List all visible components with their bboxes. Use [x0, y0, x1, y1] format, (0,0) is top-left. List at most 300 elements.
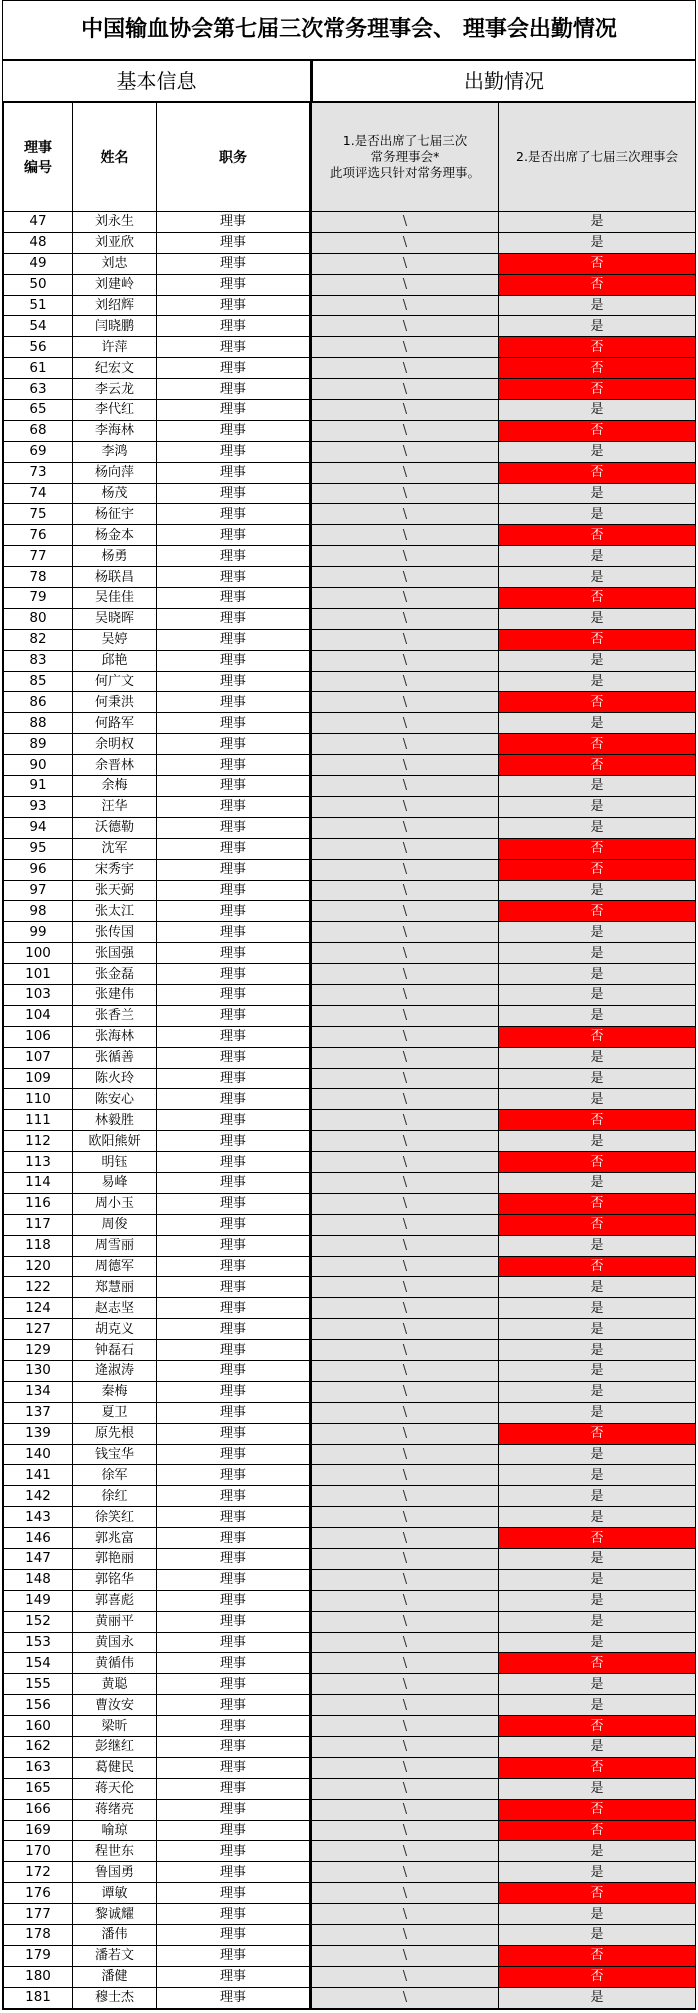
cell-q2: 是 — [499, 567, 696, 588]
cell-role: 理事 — [157, 1569, 311, 1590]
cell-q1: \ — [311, 1820, 499, 1841]
cell-id: 181 — [4, 1987, 73, 2008]
cell-q1: \ — [311, 1193, 499, 1214]
table-row — [4, 504, 696, 525]
cell-id: 78 — [4, 567, 73, 588]
cell-q1: \ — [311, 504, 499, 525]
cell-role: 理事 — [157, 859, 311, 880]
cell-q1: \ — [311, 1528, 499, 1549]
cell-q1: \ — [311, 1047, 499, 1068]
cell-q1: \ — [311, 1360, 499, 1381]
table-row — [4, 1716, 696, 1737]
cell-name: 徐笑红 — [73, 1507, 157, 1528]
cell-q2: 是 — [499, 1695, 696, 1716]
cell-q1: \ — [311, 1277, 499, 1298]
table-row — [4, 1569, 696, 1590]
cell-q1: \ — [311, 1716, 499, 1737]
cell-q1: \ — [311, 1110, 499, 1131]
cell-role: 理事 — [157, 1925, 311, 1946]
cell-id: 170 — [4, 1841, 73, 1862]
table-row — [4, 1465, 696, 1486]
table-row — [4, 316, 696, 337]
cell-q2: 是 — [499, 880, 696, 901]
cell-name: 陈火玲 — [73, 1068, 157, 1089]
table-row — [4, 1068, 696, 1089]
cell-role: 理事 — [157, 441, 311, 462]
table-row — [4, 379, 696, 400]
cell-id: 51 — [4, 295, 73, 316]
cell-q2: 否 — [499, 1193, 696, 1214]
cell-name: 程世东 — [73, 1841, 157, 1862]
cell-role: 理事 — [157, 1549, 311, 1570]
cell-q2: 是 — [499, 650, 696, 671]
cell-name: 刘建岭 — [73, 274, 157, 295]
cell-role: 理事 — [157, 253, 311, 274]
table-row — [4, 1172, 696, 1193]
cell-q1: \ — [311, 1590, 499, 1611]
cell-role: 理事 — [157, 483, 311, 504]
cell-name: 吴晓晖 — [73, 608, 157, 629]
cell-q2: 是 — [499, 796, 696, 817]
attendance-table — [3, 102, 696, 2009]
table-row — [4, 1319, 696, 1340]
cell-role: 理事 — [157, 1068, 311, 1089]
table-row — [4, 274, 696, 295]
cell-id: 95 — [4, 838, 73, 859]
cell-role: 理事 — [157, 462, 311, 483]
cell-q1: \ — [311, 943, 499, 964]
cell-q1: \ — [311, 1402, 499, 1423]
cell-id: 63 — [4, 379, 73, 400]
cell-role: 理事 — [157, 1841, 311, 1862]
cell-name: 欧阳熊妍 — [73, 1131, 157, 1152]
cell-role: 理事 — [157, 567, 311, 588]
cell-q2: 是 — [499, 546, 696, 567]
cell-q2: 是 — [499, 1674, 696, 1695]
cell-role: 理事 — [157, 1026, 311, 1047]
cell-name: 明钰 — [73, 1152, 157, 1173]
cell-id: 94 — [4, 817, 73, 838]
cell-name: 沃德勒 — [73, 817, 157, 838]
table-row — [4, 441, 696, 462]
cell-role: 理事 — [157, 1674, 311, 1695]
cell-q1: \ — [311, 1966, 499, 1987]
cell-id: 120 — [4, 1256, 73, 1277]
cell-id: 109 — [4, 1068, 73, 1089]
cell-q2: 是 — [499, 1131, 696, 1152]
cell-q2: 是 — [499, 1987, 696, 2008]
cell-q1: \ — [311, 1549, 499, 1570]
cell-q2: 是 — [499, 1904, 696, 1925]
cell-name: 潘若文 — [73, 1945, 157, 1966]
cell-role: 理事 — [157, 880, 311, 901]
cell-id: 155 — [4, 1674, 73, 1695]
cell-q2: 否 — [499, 1799, 696, 1820]
cell-q2: 是 — [499, 1549, 696, 1570]
cell-q2: 否 — [499, 629, 696, 650]
table-row — [4, 1277, 696, 1298]
cell-q2: 是 — [499, 1778, 696, 1799]
cell-name: 周俊 — [73, 1214, 157, 1235]
cell-q1: \ — [311, 1507, 499, 1528]
cell-q2: 否 — [499, 1110, 696, 1131]
cell-name: 何路军 — [73, 713, 157, 734]
cell-name: 陈安心 — [73, 1089, 157, 1110]
cell-id: 49 — [4, 253, 73, 274]
table-row — [4, 1590, 696, 1611]
cell-name: 杨向萍 — [73, 462, 157, 483]
cell-name: 周小玉 — [73, 1193, 157, 1214]
cell-name: 杨勇 — [73, 546, 157, 567]
cell-q2: 否 — [499, 1256, 696, 1277]
table-row — [4, 608, 696, 629]
cell-q1: \ — [311, 441, 499, 462]
cell-role: 理事 — [157, 1423, 311, 1444]
cell-name: 周雪丽 — [73, 1235, 157, 1256]
cell-q2: 是 — [499, 232, 696, 253]
cell-role: 理事 — [157, 337, 311, 358]
cell-q2: 否 — [499, 692, 696, 713]
cell-id: 156 — [4, 1695, 73, 1716]
cell-name: 杨茂 — [73, 483, 157, 504]
cell-role: 理事 — [157, 379, 311, 400]
cell-role: 理事 — [157, 1653, 311, 1674]
cell-q2: 是 — [499, 1862, 696, 1883]
cell-id: 91 — [4, 776, 73, 797]
table-row — [4, 1256, 696, 1277]
cell-name: 何广文 — [73, 671, 157, 692]
table-row — [4, 1152, 696, 1173]
cell-id: 99 — [4, 922, 73, 943]
cell-role: 理事 — [157, 420, 311, 441]
cell-name: 喻琼 — [73, 1820, 157, 1841]
cell-name: 余明权 — [73, 734, 157, 755]
cell-name: 林毅胜 — [73, 1110, 157, 1131]
cell-q1: \ — [311, 525, 499, 546]
cell-id: 139 — [4, 1423, 73, 1444]
cell-q1: \ — [311, 337, 499, 358]
cell-q2: 是 — [499, 817, 696, 838]
cell-q1: \ — [311, 1319, 499, 1340]
cell-name: 张传国 — [73, 922, 157, 943]
cell-id: 122 — [4, 1277, 73, 1298]
cell-q1: \ — [311, 1423, 499, 1444]
cell-role: 理事 — [157, 1862, 311, 1883]
cell-role: 理事 — [157, 1716, 311, 1737]
cell-id: 114 — [4, 1172, 73, 1193]
cell-q1: \ — [311, 1904, 499, 1925]
cell-q1: \ — [311, 232, 499, 253]
cell-q2: 是 — [499, 212, 696, 233]
cell-name: 梁昕 — [73, 1716, 157, 1737]
cell-role: 理事 — [157, 1214, 311, 1235]
cell-q1: \ — [311, 400, 499, 421]
cell-role: 理事 — [157, 1507, 311, 1528]
cell-role: 理事 — [157, 671, 311, 692]
cell-role: 理事 — [157, 274, 311, 295]
cell-q1: \ — [311, 1214, 499, 1235]
table-row — [4, 253, 696, 274]
group-attendance: 出勤情况 — [310, 61, 695, 101]
cell-q1: \ — [311, 964, 499, 985]
cell-name: 葛健民 — [73, 1757, 157, 1778]
cell-name: 刘绍辉 — [73, 295, 157, 316]
cell-id: 110 — [4, 1089, 73, 1110]
cell-id: 134 — [4, 1381, 73, 1402]
table-row — [4, 964, 696, 985]
table-row — [4, 295, 696, 316]
cell-role: 理事 — [157, 1110, 311, 1131]
cell-q2: 是 — [499, 1841, 696, 1862]
table-row — [4, 1131, 696, 1152]
cell-q1: \ — [311, 1444, 499, 1465]
cell-name: 刘永生 — [73, 212, 157, 233]
group-basic-info: 基本信息 — [116, 69, 197, 93]
cell-name: 张国强 — [73, 943, 157, 964]
table-row — [4, 1193, 696, 1214]
cell-q2: 是 — [499, 1047, 696, 1068]
cell-id: 116 — [4, 1193, 73, 1214]
cell-id: 97 — [4, 880, 73, 901]
cell-id: 160 — [4, 1716, 73, 1737]
cell-id: 65 — [4, 400, 73, 421]
table-row — [4, 400, 696, 421]
cell-q1: \ — [311, 1695, 499, 1716]
cell-name: 郭艳丽 — [73, 1549, 157, 1570]
cell-id: 153 — [4, 1632, 73, 1653]
cell-q1: \ — [311, 692, 499, 713]
cell-id: 149 — [4, 1590, 73, 1611]
table-row — [4, 984, 696, 1005]
cell-q1: \ — [311, 901, 499, 922]
cell-role: 理事 — [157, 608, 311, 629]
cell-id: 96 — [4, 859, 73, 880]
cell-q2: 否 — [499, 1152, 696, 1173]
cell-id: 118 — [4, 1235, 73, 1256]
header-id-line1: 理事 — [24, 140, 52, 156]
cell-q2: 是 — [499, 922, 696, 943]
cell-role: 理事 — [157, 1047, 311, 1068]
cell-role: 理事 — [157, 713, 311, 734]
table-row — [4, 838, 696, 859]
cell-q2: 否 — [499, 1716, 696, 1737]
cell-q1: \ — [311, 588, 499, 609]
cell-role: 理事 — [157, 1590, 311, 1611]
table-row — [4, 1987, 696, 2008]
cell-name: 张香兰 — [73, 1005, 157, 1026]
cell-id: 154 — [4, 1653, 73, 1674]
table-row — [4, 650, 696, 671]
cell-name: 余梅 — [73, 776, 157, 797]
cell-q1: \ — [311, 1152, 499, 1173]
cell-id: 77 — [4, 546, 73, 567]
cell-id: 104 — [4, 1005, 73, 1026]
header-id-line2: 编号 — [24, 160, 52, 176]
cell-role: 理事 — [157, 1131, 311, 1152]
table-row — [4, 629, 696, 650]
cell-q1: \ — [311, 1757, 499, 1778]
cell-role: 理事 — [157, 1820, 311, 1841]
table-row — [4, 796, 696, 817]
cell-id: 142 — [4, 1486, 73, 1507]
cell-q1: \ — [311, 316, 499, 337]
cell-name: 赵志坚 — [73, 1298, 157, 1319]
cell-name: 邱艳 — [73, 650, 157, 671]
cell-id: 179 — [4, 1945, 73, 1966]
cell-q2: 是 — [499, 1005, 696, 1026]
cell-q2: 否 — [499, 1966, 696, 1987]
cell-name: 蒋绪亮 — [73, 1799, 157, 1820]
cell-q1: \ — [311, 1653, 499, 1674]
table-row — [4, 1507, 696, 1528]
cell-role: 理事 — [157, 1486, 311, 1507]
cell-q2: 是 — [499, 1340, 696, 1361]
cell-q2: 否 — [499, 253, 696, 274]
table-row — [4, 692, 696, 713]
cell-role: 理事 — [157, 1193, 311, 1214]
cell-name: 张天弼 — [73, 880, 157, 901]
cell-role: 理事 — [157, 734, 311, 755]
cell-q1: \ — [311, 483, 499, 504]
table-row — [4, 922, 696, 943]
cell-q2: 是 — [499, 295, 696, 316]
cell-name: 闫晓鹏 — [73, 316, 157, 337]
cell-id: 129 — [4, 1340, 73, 1361]
cell-q1: \ — [311, 1005, 499, 1026]
table-row — [4, 671, 696, 692]
cell-role: 理事 — [157, 212, 311, 233]
cell-id: 177 — [4, 1904, 73, 1925]
cell-id: 169 — [4, 1820, 73, 1841]
cell-q2: 是 — [499, 1569, 696, 1590]
cell-id: 90 — [4, 755, 73, 776]
cell-id: 180 — [4, 1966, 73, 1987]
cell-id: 68 — [4, 420, 73, 441]
cell-id: 106 — [4, 1026, 73, 1047]
cell-role: 理事 — [157, 1945, 311, 1966]
cell-q2: 否 — [499, 420, 696, 441]
cell-id: 79 — [4, 588, 73, 609]
cell-role: 理事 — [157, 692, 311, 713]
cell-name: 黄循伟 — [73, 1653, 157, 1674]
cell-q2: 是 — [499, 1632, 696, 1653]
table-body — [4, 212, 696, 2009]
cell-q2: 是 — [499, 1611, 696, 1632]
cell-role: 理事 — [157, 588, 311, 609]
table-row — [4, 1047, 696, 1068]
cell-q2: 是 — [499, 1277, 696, 1298]
cell-role: 理事 — [157, 1465, 311, 1486]
table-row — [4, 1695, 696, 1716]
header-name: 姓名 — [73, 103, 157, 212]
cell-name: 钱宝华 — [73, 1444, 157, 1465]
cell-q1: \ — [311, 295, 499, 316]
cell-role: 理事 — [157, 232, 311, 253]
cell-name: 黄国永 — [73, 1632, 157, 1653]
cell-role: 理事 — [157, 817, 311, 838]
cell-q2: 否 — [499, 859, 696, 880]
cell-q1: \ — [311, 1026, 499, 1047]
table-row — [4, 525, 696, 546]
table-row — [4, 880, 696, 901]
cell-id: 107 — [4, 1047, 73, 1068]
cell-q1: \ — [311, 379, 499, 400]
table-row — [4, 943, 696, 964]
cell-role: 理事 — [157, 1444, 311, 1465]
cell-id: 61 — [4, 358, 73, 379]
cell-id: 130 — [4, 1360, 73, 1381]
cell-q1: \ — [311, 1841, 499, 1862]
cell-q2: 是 — [499, 1486, 696, 1507]
table-row — [4, 567, 696, 588]
cell-id: 127 — [4, 1319, 73, 1340]
table-row — [4, 1235, 696, 1256]
cell-role: 理事 — [157, 358, 311, 379]
table-row — [4, 1549, 696, 1570]
table-header-row — [4, 103, 696, 212]
cell-q2: 是 — [499, 671, 696, 692]
table-row — [4, 1444, 696, 1465]
cell-role: 理事 — [157, 1904, 311, 1925]
table-row — [4, 1611, 696, 1632]
cell-id: 47 — [4, 212, 73, 233]
cell-name: 逄淑涛 — [73, 1360, 157, 1381]
cell-role: 理事 — [157, 964, 311, 985]
header-q1-line1: 1.是否出席了七届三次 — [342, 133, 468, 148]
cell-q1: \ — [311, 1569, 499, 1590]
cell-q1: \ — [311, 713, 499, 734]
table-row — [4, 1966, 696, 1987]
cell-q2: 是 — [499, 776, 696, 797]
cell-id: 82 — [4, 629, 73, 650]
cell-q2: 否 — [499, 1820, 696, 1841]
table-row — [4, 1862, 696, 1883]
cell-q2: 否 — [499, 358, 696, 379]
cell-name: 胡克义 — [73, 1319, 157, 1340]
cell-q1: \ — [311, 1465, 499, 1486]
table-row — [4, 817, 696, 838]
cell-q1: \ — [311, 1068, 499, 1089]
cell-q2: 否 — [499, 838, 696, 859]
cell-id: 88 — [4, 713, 73, 734]
cell-q2: 否 — [499, 1945, 696, 1966]
cell-name: 李云龙 — [73, 379, 157, 400]
cell-name: 张海林 — [73, 1026, 157, 1047]
cell-name: 蒋天伦 — [73, 1778, 157, 1799]
table-row — [4, 1214, 696, 1235]
cell-q2: 是 — [499, 441, 696, 462]
cell-q1: \ — [311, 546, 499, 567]
cell-role: 理事 — [157, 1235, 311, 1256]
table-row — [4, 1089, 696, 1110]
cell-id: 124 — [4, 1298, 73, 1319]
table-row — [4, 1360, 696, 1381]
cell-role: 理事 — [157, 1966, 311, 1987]
cell-q1: \ — [311, 274, 499, 295]
cell-role: 理事 — [157, 1799, 311, 1820]
cell-role: 理事 — [157, 629, 311, 650]
cell-name: 吴佳佳 — [73, 588, 157, 609]
cell-id: 152 — [4, 1611, 73, 1632]
table-row — [4, 755, 696, 776]
table-row — [4, 1632, 696, 1653]
cell-q2: 是 — [499, 1507, 696, 1528]
table-row — [4, 776, 696, 797]
cell-q1: \ — [311, 796, 499, 817]
cell-q1: \ — [311, 1298, 499, 1319]
table-row — [4, 1925, 696, 1946]
cell-role: 理事 — [157, 1172, 311, 1193]
